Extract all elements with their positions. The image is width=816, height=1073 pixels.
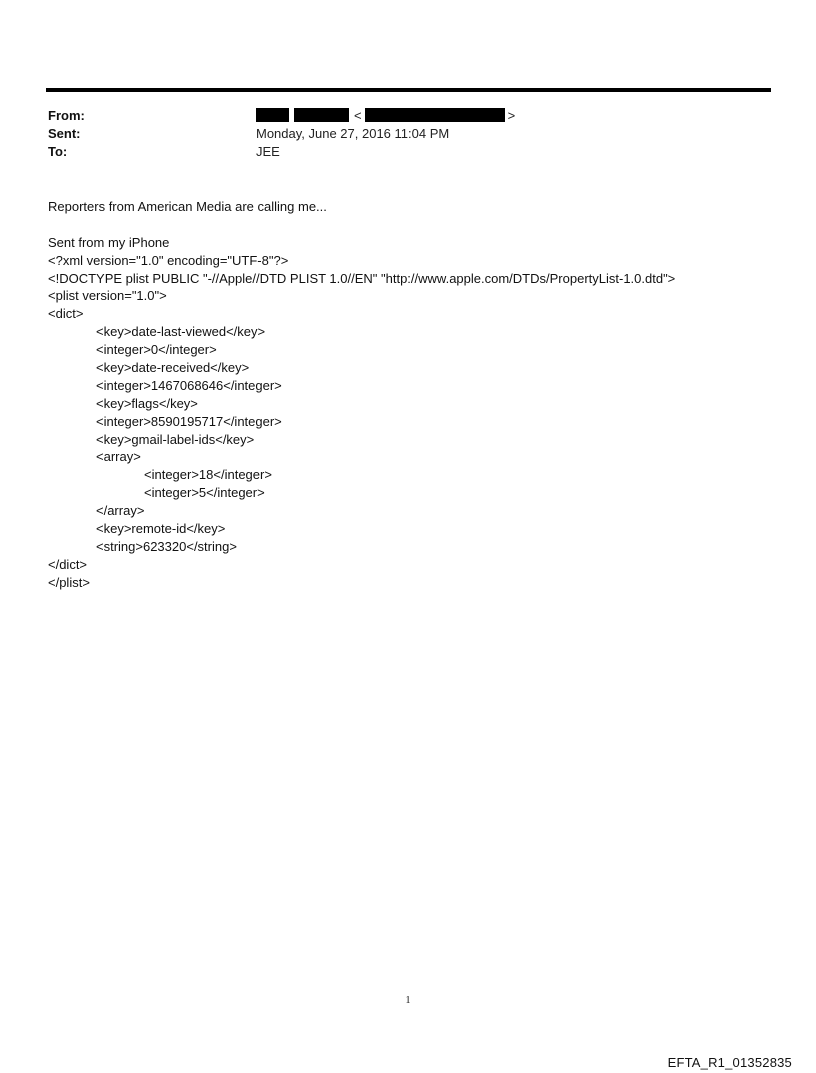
plist-open: <plist version="1.0"> (48, 288, 167, 304)
xml-declaration: <?xml version="1.0" encoding="UTF-8"?> (48, 252, 289, 268)
signature-text: Sent from my iPhone (48, 234, 170, 250)
doctype-line: <!DOCTYPE plist PUBLIC "-//Apple//DTD PLIST 1.0//EN" "http://www.apple.com/DTDs/PropertyList-1.0.dtd"> (48, 270, 676, 286)
redaction-box (256, 108, 289, 122)
plist-line: <integer>1467068646</integer> (96, 377, 282, 393)
dict-open: <dict> (48, 306, 84, 322)
plist-line: <integer>0</integer> (96, 342, 217, 358)
plist-line: <key>flags</key> (96, 395, 198, 411)
plist-line: <key>remote-id</key> (96, 521, 226, 537)
plist-line: <key>gmail-label-ids</key> (96, 431, 255, 447)
sent-value: Monday, June 27, 2016 11:04 PM (256, 126, 450, 141)
dict-close: </dict> (48, 556, 88, 572)
from-close-bracket: > (507, 108, 516, 123)
plist-line: <key>date-received</key> (96, 360, 250, 376)
redaction-box (294, 108, 349, 122)
array-item: <integer>5</integer> (144, 485, 265, 501)
plist-line: <string>623320</string> (96, 538, 237, 554)
to-label: To: (48, 144, 68, 159)
blank-line (48, 216, 675, 234)
from-label: From: (48, 108, 85, 123)
message-text: Reporters from American Media are calling me... (48, 199, 327, 214)
plist-line: <integer>8590195717</integer> (96, 413, 282, 429)
bates-number: EFTA_R1_01352835 (667, 1055, 792, 1070)
array-close: </array> (96, 503, 145, 519)
header-rule (46, 88, 771, 92)
plist-line: <array> (96, 449, 141, 465)
redaction-box (365, 108, 505, 122)
from-value (256, 107, 515, 125)
plist-line: <key>date-last-viewed</key> (96, 324, 266, 340)
array-item: <integer>18</integer> (144, 467, 272, 483)
page-number: 1 (405, 995, 411, 1006)
plist-close: </plist> (48, 574, 90, 590)
sent-label: Sent: (48, 126, 81, 141)
to-value: JEE (256, 144, 280, 159)
from-open-bracket: < (354, 108, 362, 123)
email-body (48, 198, 675, 592)
